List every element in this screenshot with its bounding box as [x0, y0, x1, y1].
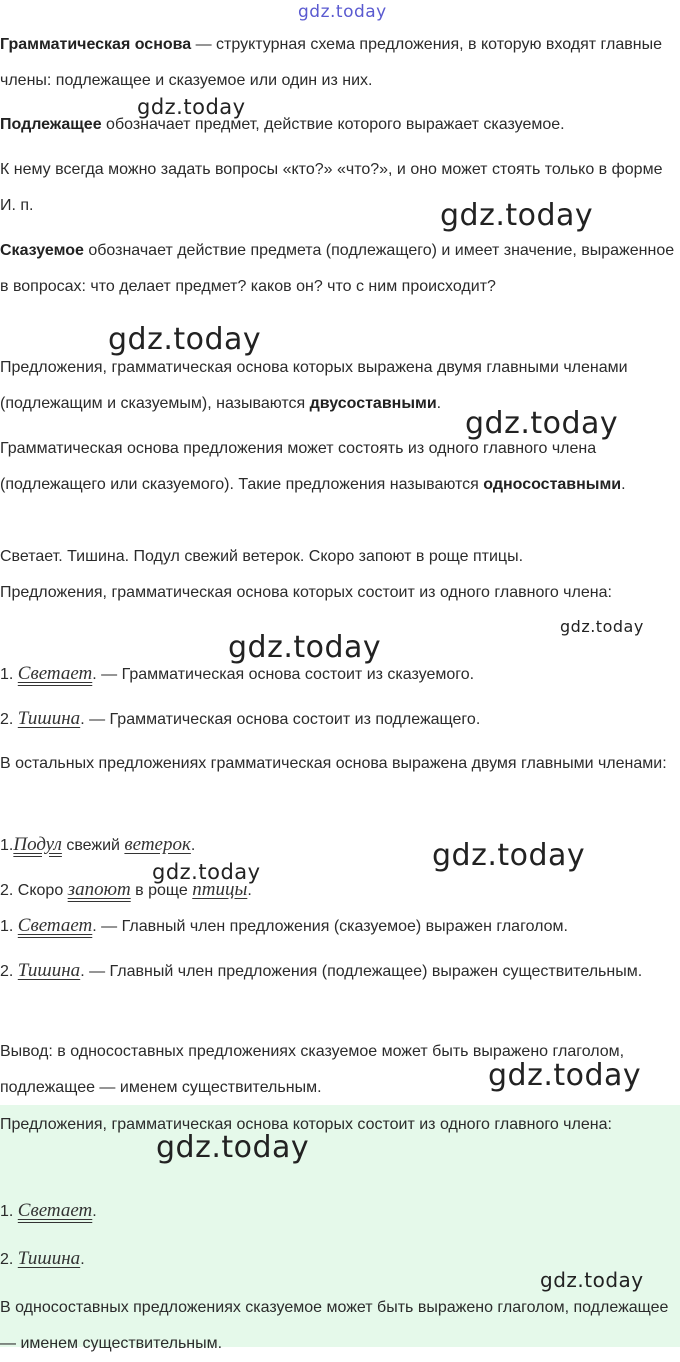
watermark: gdz.today: [137, 95, 246, 119]
list-text: . — Главный член предложения (сказуемое) выражен глаголом.: [92, 918, 568, 935]
subject-word: Тишина: [17, 708, 81, 729]
list-number: 2.: [0, 963, 14, 980]
subject-questions-paragraph: К нему всегда можно задать вопросы «кто?» «что?», и оно может стоять только в форме И. п.: [0, 161, 663, 214]
watermark: gdz.today: [440, 198, 594, 233]
term-two-part: двусоставными: [309, 395, 437, 412]
definition-subject: [0, 107, 680, 143]
watermark: gdz.today: [228, 630, 382, 665]
list-number: 2.: [0, 1251, 14, 1268]
subject-word: ветерок: [124, 834, 191, 855]
term-subject: Подлежащее: [0, 116, 102, 133]
list-number: 1.: [0, 837, 14, 854]
list-item: [0, 827, 680, 864]
definition-text: — структурная схема предложения, в которую входят главные члены: подлежащее и сказуемое или один из них.: [0, 36, 662, 89]
list-item: [0, 656, 680, 693]
list-text: . — Грамматическая основа состоит из сказуемого.: [92, 666, 475, 683]
definition-predicate: [0, 233, 680, 305]
watermark: gdz.today: [432, 838, 586, 873]
example-text: Светает. Тишина. Подул свежий ветерок. Скоро запоют в роще птицы.: [0, 548, 524, 565]
period: .: [436, 395, 442, 412]
list-text: . — Грамматическая основа состоит из подлежащего.: [80, 711, 481, 728]
predicate-word: Светает: [17, 915, 93, 936]
definition-grammatical-basis: [0, 27, 680, 99]
list-item: [0, 1241, 680, 1278]
list-text: Скоро: [13, 882, 68, 899]
watermark: gdz.today: [156, 1130, 310, 1165]
period: .: [92, 1203, 97, 1220]
list-text: в роще: [130, 882, 193, 899]
watermark: gdz.today: [488, 1058, 642, 1093]
list-number: 1.: [0, 918, 14, 935]
one-member-intro: Предложения, грамматическая основа которых состоит из одного главного члена:: [0, 584, 612, 601]
watermark: gdz.today: [540, 1268, 644, 1292]
term-one-part: односоставными: [483, 476, 622, 493]
list-number: 1.: [0, 1203, 14, 1220]
term-grammatical-basis: Грамматическая основа: [0, 36, 192, 53]
list-number: 2.: [0, 711, 14, 728]
subject-word: Тишина: [17, 960, 81, 981]
paragraph-text: Грамматическая основа предложения может состоять из одного главного члена (подлежащего или сказуемого). Такие предложения называются: [0, 440, 597, 493]
term-predicate: Сказуемое: [0, 242, 84, 259]
conclusion-paragraph: Вывод: в односоставных предложениях сказуемое может быть выражено глаголом, подлежащее — именем существительным.: [0, 1043, 625, 1096]
list-item: [0, 701, 680, 738]
two-part-sentences-paragraph: [0, 350, 680, 422]
paragraph-text: Предложения, грамматическая основа которых выражена двумя главными членами (подлежащим и сказуемым), называются: [0, 359, 628, 412]
predicate-word: Подул: [13, 834, 62, 855]
list-item: [0, 872, 680, 909]
definition-text: обозначает действие предмета (подлежащего) и имеет значение, выраженное в вопросах: что делает предмет? каков он? что с ним происходит?: [0, 242, 675, 295]
conclusion-intro: Предложения, грамматическая основа которых состоит из одного главного члена:: [0, 1116, 612, 1133]
list-item: [0, 1193, 680, 1230]
period: .: [80, 1251, 85, 1268]
list-text: . — Главный член предложения (подлежащее) выражен существительным.: [80, 963, 643, 980]
definition-text: обозначает предмет, действие которого выражает сказуемое.: [101, 116, 565, 133]
two-member-intro: В остальных предложениях грамматическая основа выражена двумя главными членами:: [0, 755, 667, 772]
list-item: [0, 908, 680, 945]
subject-word: птицы: [192, 879, 248, 900]
list-number: 2.: [0, 882, 14, 899]
list-number: 1.: [0, 666, 14, 683]
watermark: gdz.today: [560, 617, 644, 636]
list-text: свежий: [61, 837, 125, 854]
watermark: gdz.today: [465, 406, 619, 441]
predicate-word: запоют: [67, 879, 131, 900]
one-part-sentences-paragraph: [0, 431, 680, 503]
watermark: gdz.today: [152, 860, 261, 884]
watermark: gdz.today: [108, 322, 262, 357]
period: .: [621, 476, 626, 493]
list-item: [0, 953, 680, 990]
predicate-word: Светает: [17, 663, 93, 684]
watermark: gdz.today: [298, 2, 387, 22]
subject-word: Тишина: [17, 1248, 81, 1269]
period: .: [247, 882, 252, 899]
period: .: [190, 837, 196, 854]
predicate-word: Светает: [17, 1200, 93, 1221]
conclusion-summary: В односоставных предложениях сказуемое может быть выражено глаголом, подлежащее — именем существительным.: [0, 1299, 669, 1352]
